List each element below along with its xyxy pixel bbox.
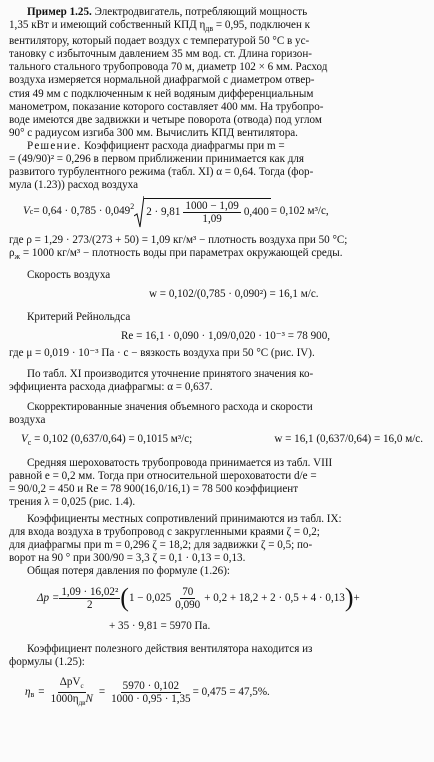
refine-line-2: эффициента расхода диафрагмы: α = 0,637. [9,381,213,394]
close-paren: ) [344,583,354,613]
problem-line-5: тального стального трубопровода 70 м, диаметр 102 × 6 мм. Расход [9,61,328,74]
problem-title: Пример 1.25. [27,6,92,18]
roughness-line-2: равной e = 0,2 мм. Тогда при относительной шероховатости d/e = [9,469,317,482]
problem-line-6: воздуха измеряется нормальной диафрагмой с диаметром отвер- [9,74,315,87]
solution-intro [9,140,423,192]
problem-line-2: 1,35 кВт и имеющий собственный КПД $\eta_{дв} = 0,95$, подключен к [9,19,311,34]
solution-line-3: развитого турбулентного режима (табл. XI) α = 0,64. Тогда (фор- [9,165,314,178]
corrected-heading-1: Скорректированные значения объемного расхода и скорости [27,400,313,413]
problem-line-7: стия 49 мм с подключенным к ней водяным дифференциальным [9,87,314,100]
efficiency-equation: η $_в$ = $\frac{\Delta pV_с}{1000\eta_{дв}N}$ = $\frac{5970 \cdot 0,102}{1000 \cdot 0,95 \cdot 1,35}$ = 0,475 = 47,5%. [25,675,270,708]
roughness-line-4: трения λ = 0,025 (рис. 1.4). [9,496,136,509]
corrected-equations [9,433,423,449]
reynolds-heading: Критерий Рейнольдса [27,311,131,324]
efficiency-line-1: Коэффициент полезного действия вентилятора находится из [27,643,313,656]
problem-line-10: 90° с радиусом изгиба 300 мм. Вычислить КПД вентилятора. [9,126,298,139]
speed-equation: w = 0,102/(0,785 · 0,090²) = 16,1 м/с. [149,288,319,301]
length-fraction: $\frac{70}{0,090}$ [175,585,201,611]
solution-title: Решение. [27,139,82,152]
efficiency-fraction-numeric: $\frac{5970 \cdot 0,102}{1000 \cdot 0,95 \cdot 1,35}$ [111,679,191,705]
loss-equation: Δp = $\frac{\text{1,09 · 16,02²}}{2}$ ( 1 − 0,025 $\frac{70}{0,090}$ + 0,2 + 18,2 + 2 · 0,5 + 4 · 0,13 ) + [37,583,360,613]
dynamic-pressure-fraction: $\frac{\text{1,09 · 16,02²}}{2}$ [61,585,119,611]
problem-line-9: воде имеются две задвижки и четыре поворота (отвода) под углом [9,113,322,126]
speed-heading: Скорость воздуха [27,269,111,282]
radicand: 2 · 9,81 $\frac{1000 - 1,09}{1,09}$ 0,400 [146,200,269,226]
local-line-2: для входа воздуха в трубопровод с закругленными краями ζ = 0,2; [9,526,320,539]
radical-sign-icon [134,196,144,228]
problem-line-1: Пример 1.25. Электродвигатель, потребляющий мощность [27,6,308,18]
solution-line-4: мула (1.23)) расход воздуха [9,178,139,191]
efficiency-fraction-symbolic: $\frac{\Delta pV_с}{1000\eta_{дв}N}$ [50,675,93,708]
corrected-speed: w = 16,1 (0,637/0,64) = 16,0 м/с. [274,432,423,445]
problem-line-4: тановку с избыточным давлением 35 мм вод. ст. Длина горизон- [9,48,312,61]
reynolds-equation: Re = 16,1 · 0,090 · 1,09/0,020 · 10⁻³ = 78 900, [121,330,331,343]
loss-heading: Общая потеря давления по формуле (1.26): [27,565,230,578]
problem-line-3: вентилятору, который подает воздух с температурой 50 °С в ус- [9,35,310,48]
corrected-heading-2: воздуха [9,413,46,426]
loss-equation-line-2: + 35 · 9,81 = 5970 Па. [109,620,211,633]
local-line-3: для диафрагмы при m = 0,296 ζ = 18,2; для задвижки ζ = 0,5; по- [9,539,313,552]
corrected-flow: $V_с = 0,102$ (0,637/0,64) = 0,1015 м³/с; [21,432,193,447]
efficiency-line-2: формулы (1.25): [9,656,85,669]
water-density-note: $\rho_ж = 1000$ кг/м³ − плотность воды при параметрах окружающей среды. [9,246,343,262]
roughness-line-3: = 90/0,2 = 450 и Re = 78 900(16,0/16,1) = 78 500 коэффициент [9,482,299,495]
problem-line-8: манометром, показание которого составляет 400 мм. На трубопро- [9,100,324,113]
viscosity-note: где μ = 0,019 · 10⁻³ Па · с − вязкость воздуха при 50 °С (рис. IV). [9,347,315,360]
solution-line-2: = (49/90)² = 0,296 в первом приближении принимается как для [9,152,305,165]
density-fraction: $\frac{1000 - 1,09}{1,09}$ [185,200,239,226]
sqrt-radical [134,196,271,228]
open-paren: ( [120,583,129,613]
density-note: где ρ = 1,29 · 273/(273 + 50) = 1,09 кг/м³ − плотность воздуха при 50 °С; [9,233,348,246]
problem-statement [9,6,423,140]
local-line-1: Коэффициенты местных сопротивлений принимаются из табл. IX: [27,513,342,526]
solution-line-1: Решение. Коэффициент расхода диафрагмы при m = [27,139,285,152]
flow-equation: V с = 0,64 · 0,785 · 0,049 $^2$ 2 · 9,81 $\frac{1000 - 1,09}{1,09}$ 0,400 = 0,102 м³/с, [9,192,423,232]
roughness-line-1: Средняя шероховатость трубопровода принимается из табл. VIII [27,456,333,469]
local-line-4: ворот на 90 ° при 300/90 = 3,3 ζ = 0,1 · 0,13 = 0,13. [9,552,246,565]
refine-line-1: По табл. XI производится уточнение принятого значения ко- [27,368,314,381]
